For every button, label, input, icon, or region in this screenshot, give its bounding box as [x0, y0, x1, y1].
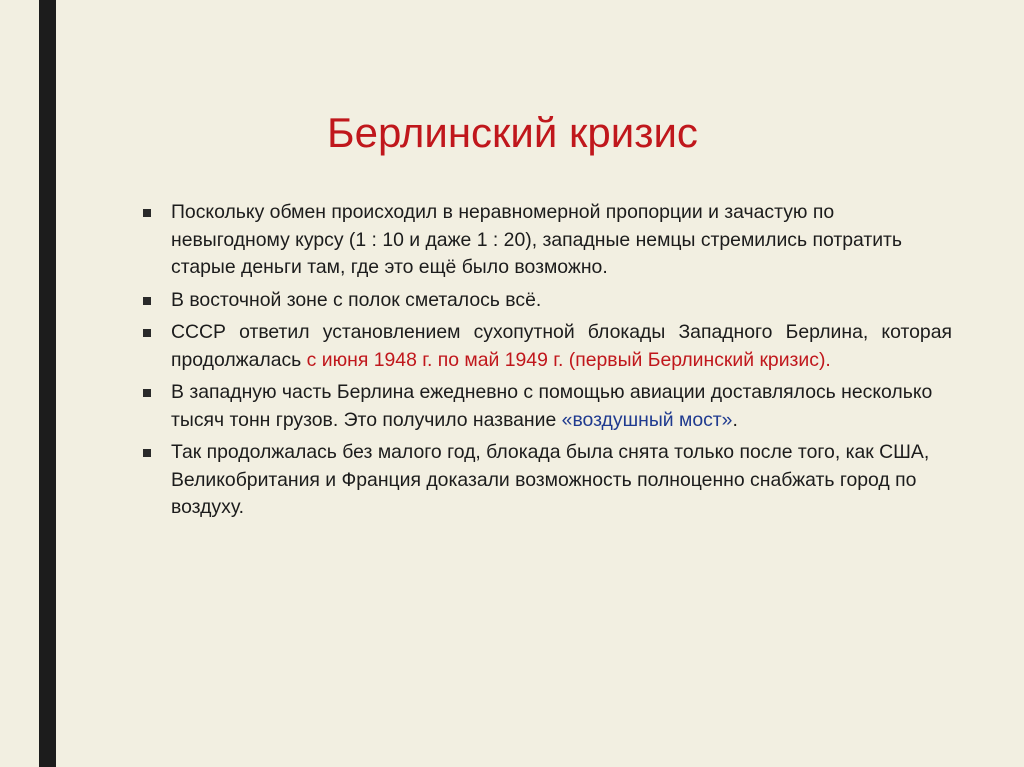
bullet-item-4	[140, 379, 952, 434]
date-range-highlight: с июня 1948 г. по май 1949 г.	[306, 348, 564, 371]
air-bridge-highlight: «воздушный мост»	[561, 408, 733, 431]
bullet-text-start: СССР ответил установлением сухопутной блокады Западного Берлина, которая продолжалась	[171, 321, 952, 371]
left-accent-bar	[39, 0, 56, 767]
bullet-list	[140, 199, 952, 527]
square-bullet-icon	[143, 297, 151, 305]
bullet-item-5	[140, 439, 952, 522]
bullet-text-start: В западную часть Берлина ежедневно с помощью авиации доставлялось несколько тысяч тонн грузов. Это получило название	[171, 381, 933, 431]
bullet-text: Так продолжалась без малого год, блокада была снята только после того, как США, Великобритания и Франция доказали возможность полноценно снабжать город по воздуху.	[171, 441, 930, 518]
bullet-text: Поскольку обмен происходил в неравномерной пропорции и зачастую по невыгодному курсу (1 : 10 и даже 1 : 20), западные немцы стремились потратить старые деньги там, где это ещё было возможно.	[171, 201, 903, 278]
square-bullet-icon	[143, 449, 151, 457]
square-bullet-icon	[143, 389, 151, 397]
bullet-text: В восточной зоне с полок сметалось всё.	[171, 288, 542, 311]
square-bullet-icon	[143, 209, 151, 217]
bullet-text	[171, 379, 952, 434]
bullet-text-end: (первый Берлинский кризис).	[563, 348, 831, 371]
square-bullet-icon	[143, 329, 151, 337]
bullet-item-1	[140, 199, 952, 282]
bullet-text-end: .	[732, 408, 738, 431]
bullet-item-3	[140, 319, 952, 374]
slide-title: Берлинский кризис	[327, 109, 698, 157]
bullet-item-2	[140, 287, 952, 315]
bullet-text	[171, 319, 952, 374]
